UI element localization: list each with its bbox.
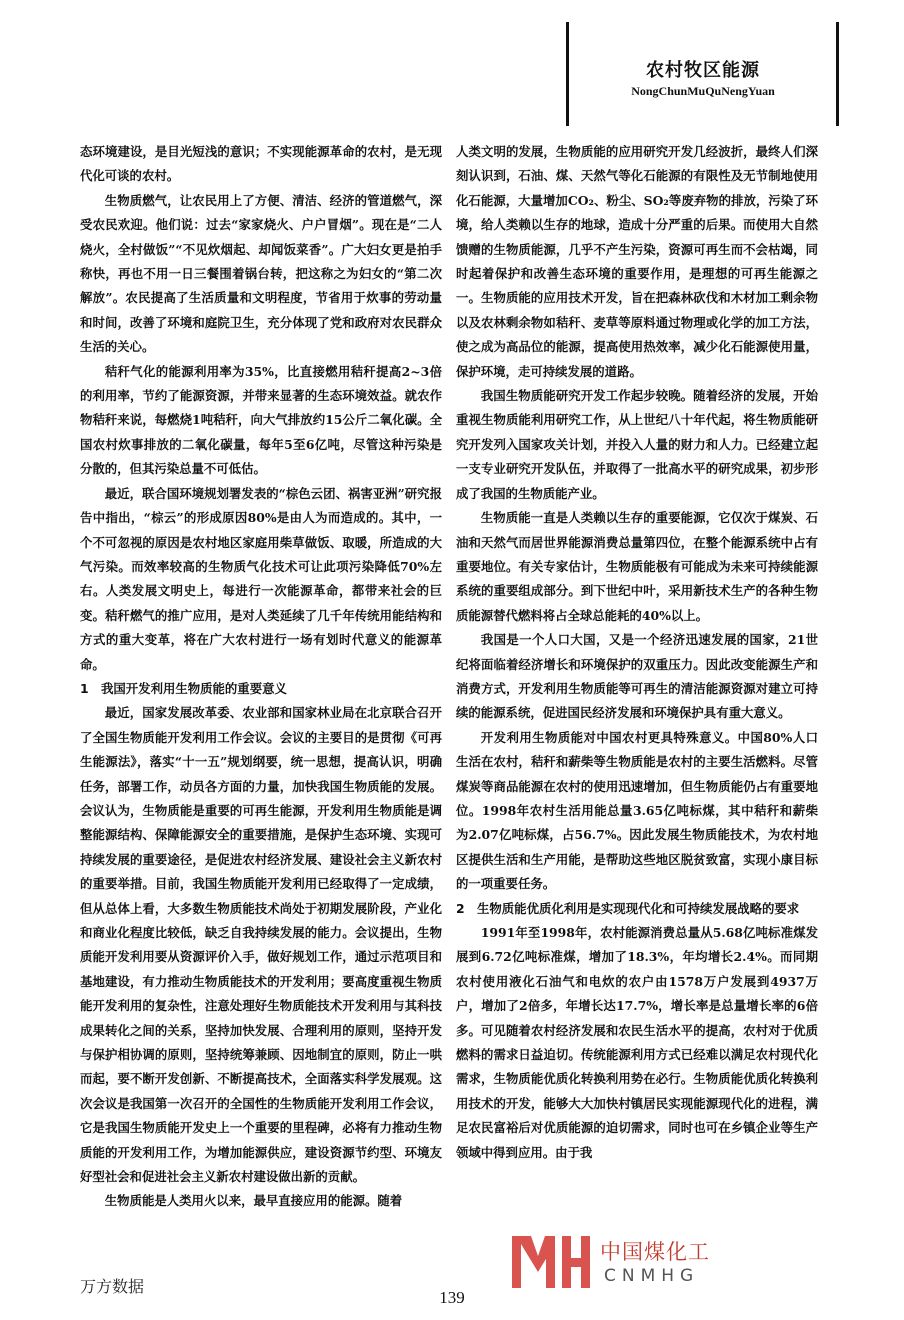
header-rule-left (566, 22, 569, 126)
paragraph: 1991年至1998年，农村能源消费总量从5.68亿吨标准煤发展到6.72亿吨标准煤，增加了18.3%，年均增长2.4%。而同期农村使用液化石油气和电炊的农户由1578万户发展到4937万户，增加了2倍多，年增长达17.7%，增长率是总量增长率的6倍多。可见随着农村经济发展和农民生活水平的提高，农村对于优质燃料的需求日益迫切。传统能源利用方式已经难以满足农村现代化需求，生物质能优质化转换利用势在必行。生物质能优质化转换利用技术的开发，能够大大加快村镇居民实现能源现代化的进程，满足农民富裕后对优质能源的迫切需求，同时也可在乡镇企业等生产领域中得到应用。由于我 (456, 925, 818, 1160)
watermark-logo-icon (508, 1232, 594, 1292)
paragraph: 人类文明的发展，生物质能的应用研究开发几经波折，最终人们深刻认识到，石油、煤、天然气等化石能源的有限性及无节制地使用化石能源，大量增加CO₂、粉尘、SO₂等废弃物的排放，污染了环境，给人类赖以生存的地球，造成十分严重的后果。而使用大自然馈赠的生物质能源，几乎不产生污染，资源可再生而不会枯竭，同时起着保护和改善生态环境的重要作用，是理想的可再生能源之一。生物质能的应用技术开发，旨在把森林砍伐和木材加工剩余物以及农林剩余物如秸秆、麦草等原料通过物理或化学的加工方法，使之成为高品位的能源，提高使用热效率，减少化石能源使用量，保护环境，走可持续发展的道路。 (456, 144, 818, 379)
paragraph: 生物质燃气，让农民用上了方便、清洁、经济的管道燃气，深受农民欢迎。他们说：过去“家家烧火、户户冒烟”。现在是“二人烧火，全村做饭”“不见炊烟起、却闻饭菜香”。广大妇女更是拍手称快，再也不用一日三餐围着锅台转，把这称之为妇女的“第二次解放”。农民提高了生活质量和文明程度，节省用于炊事的劳动量和时间，改善了环境和庭院卫生，充分体现了党和政府对农民群众生活的关心。 (80, 192, 442, 355)
section-heading: 2 生物质能优质化利用是实现现代化和可持续发展战略的要求 (456, 900, 800, 916)
paragraph: 态环境建设，是目光短浅的意识；不实现能源革命的农村，是无现代化可谈的农村。 (80, 144, 442, 184)
paragraph: 开发利用生物质能对中国农村更具特殊意义。中国80%人口生活在农村，秸秆和薪柴等生物质能是农村的主要生活燃料。尽管煤炭等商品能源在农村的使用迅速增加，但生物质能仍占有重要地位。1998年农村生活用能总量3.65亿吨标煤，其中秸秆和薪柴为2.07亿吨标煤，占56.7%。因此发展生物质能技术，为农村地区提供生活和生产用能，是帮助这些地区脱贫致富，实现小康目标的一项重要任务。 (456, 729, 818, 892)
paragraph: 生物质能是人类用火以来，最早直接应用的能源。随着 (104, 1193, 403, 1209)
section-title: 农村牧区能源 (646, 60, 760, 81)
database-credit: 万方数据 (80, 1277, 145, 1296)
watermark-latin-text: CNMHG (604, 1266, 700, 1286)
watermark-chinese-text: 中国煤化工 (600, 1240, 710, 1264)
paragraph: 我国是一个人口大国，又是一个经济迅速发展的国家，21世纪将面临着经济增长和环境保护的双重压力。因此改变能源生产和消费方式，开发利用生物质能等可再生的清洁能源资源对建立可持续的能源系统，促进国民经济发展和环境保护具有重大意义。 (456, 632, 818, 721)
section-title-pinyin: NongChunMuQuNengYuan (631, 84, 775, 98)
section-heading: 1 我国开发利用生物质能的重要意义 (80, 680, 287, 696)
paragraph: 生物质能一直是人类赖以生存的重要能源，它仅次于煤炭、石油和天然气而居世界能源消费总量第四位，在整个能源系统中占有重要地位。有关专家估计，生物质能极有可能成为未来可持续能源系统的重要组成部分。到下世纪中叶，采用新技术生产的各种生物质能源替代燃料将占全球总能耗的40%以上。 (456, 510, 818, 623)
right-text-column (456, 140, 818, 1165)
paragraph: 最近，国家发展改革委、农业部和国家林业局在北京联合召开了全国生物质能开发利用工作会议。会议的主要目的是贯彻《可再生能源法》，落实“十一五”规划纲要，统一思想，提高认识，明确任务，部署工作，动员各方面的力量，加快我国生物质能的发展。会议认为，生物质能是重要的可再生能源，开发利用生物质能是调整能源结构、保障能源安全的重要措施，是保护生态环境、实现可持续发展的重要途径，是促进农村经济发展、建设社会主义新农村的重要举措。目前，我国生物质能开发利用已经取得了一定成绩，但从总体上看，大多数生物质能技术尚处于初期发展阶段，产业化和商业化程度比较低，缺乏自我持续发展的能力。会议提出，生物质能开发利用要从资源评价入手，做好规划工作，通过示范项目和基地建设，有力推动生物质能技术的开发利用；要高度重视生物质能开发利用的复杂性，注意处理好生物质能技术开发利用与其科技成果转化之间的关系，坚持加快发展、合理利用的原则，坚持开发与保护相协调的原则，坚持统筹兼顾、因地制宜的原则，防止一哄而起，要不断开发创新、不断提高技术，全面落实科学发展观。这次会议是我国第一次召开的全国性的生物质能开发利用工作会议，它是我国生物质能开发史上一个重要的里程碑，必将有力推动生物质能的开发利用工作，为增加能源供应，建设资源节约型、环境友好型社会和促进社会主义新农村建设做出新的贡献。 (80, 705, 442, 1185)
paragraph: 我国生物质能研究开发工作起步较晚。随着经济的发展，开始重视生物质能利用研究工作，从上世纪八十年代起，将生物质能研究开发列入国家攻关计划，并投入人量的财力和人力。已经建立起一支专业研究开发队伍，并取得了一批高水平的研究成果，初步形成了我国的生物质能产业。 (456, 388, 818, 501)
header-rule-right (836, 22, 839, 126)
left-text-column (80, 140, 442, 1214)
paragraph: 秸秆气化的能源利用率为35%，比直接燃用秸秆提高2~3倍的利用率，节约了能源资源，并带来显著的生态环境效益。就农作物秸秆来说，每燃烧1吨秸秆，向大气排放约15公斤二氧化碳。全国农村炊事排放的二氧化碳量，每年5至6亿吨，尽管这种污染是分散的，但其污染总量不可低估。 (80, 363, 442, 477)
page-number: 139 (439, 1288, 465, 1307)
paragraph: 最近，联合国环境规划署发表的“棕色云团、祸害亚洲”研究报告中指出，“棕云”的形成原因80%是由人为而造成的。其中，一个不可忽视的原因是农村地区家庭用柴草做饭、取暖，所造成的大气污染。而效率较高的生物质气化技术可让此项污染降低70%左右。人类发展文明史上，每进行一次能源革命，都带来社会的巨变。秸秆燃气的推广应用，是对人类延续了几千年传统用能结构和方式的重大变革，将在广大农村进行一场有划时代意义的能源革命。 (80, 485, 442, 672)
watermark (486, 1232, 836, 1296)
